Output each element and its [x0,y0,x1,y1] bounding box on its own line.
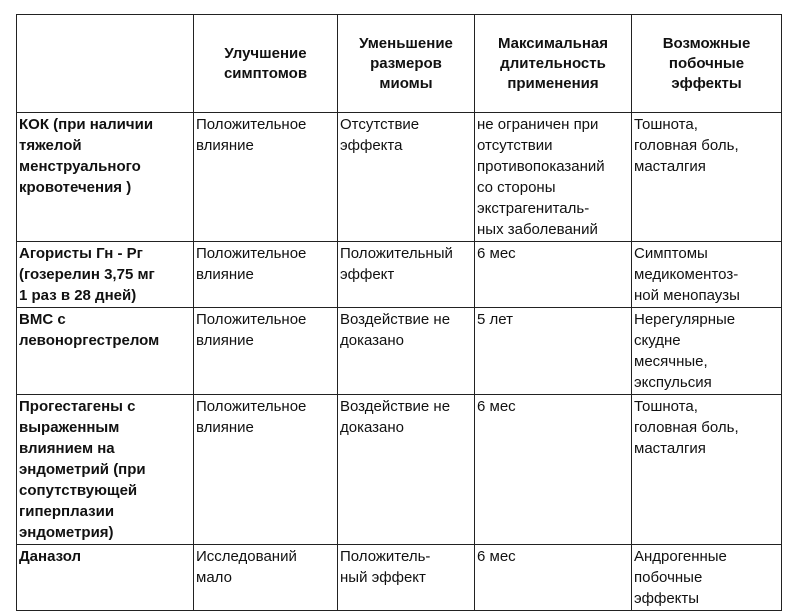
duration-cell: не ограничен при отсутствии противопоказаний со стороны экстрагениталь- ных заболеваний [475,113,632,242]
size-cell: Отсутствие эффекта [338,113,475,242]
header-side-effects: Возможные побочные эффекты [632,15,782,113]
symptoms-cell: Исследований мало [194,545,338,611]
table-row [17,545,782,611]
side-effects-cell: Симптомы медикоментоз- ной менопаузы [632,242,782,308]
treatment-comparison-table [16,14,782,611]
table-row [17,242,782,308]
drug-cell: Прогестагены с выраженным влиянием на эндометрий (при сопутствующей гиперплазии эндометрия) [17,395,194,545]
side-effects-cell: Андрогенные побочные эффекты [632,545,782,611]
duration-cell: 6 мес [475,242,632,308]
symptoms-cell: Положительное влияние [194,113,338,242]
size-cell: Положительный эффект [338,242,475,308]
side-effects-cell: Нерегулярные скудне месячные, экспульсия [632,308,782,395]
side-effects-cell: Тошнота, головная боль, масталгия [632,395,782,545]
side-effects-cell: Тошнота, головная боль, масталгия [632,113,782,242]
table-row [17,113,782,242]
header-max-duration: Максимальная длительность применения [475,15,632,113]
header-empty [17,15,194,113]
drug-cell: Даназол [17,545,194,611]
duration-cell: 6 мес [475,545,632,611]
drug-cell: КОК (при наличии тяжелой менструального кровотечения ) [17,113,194,242]
symptoms-cell: Положительное влияние [194,395,338,545]
header-fibroid-size-reduction: Уменьшение размеров миомы [338,15,475,113]
size-cell: Воздействие не доказано [338,308,475,395]
duration-cell: 5 лет [475,308,632,395]
header-symptom-improvement: Улучшение симптомов [194,15,338,113]
symptoms-cell: Положительное влияние [194,308,338,395]
header-row [17,15,782,113]
size-cell: Воздействие не доказано [338,395,475,545]
drug-cell: Агористы Гн - Рг (гозерелин 3,75 мг 1 раз в 28 дней) [17,242,194,308]
size-cell: Положитель- ный эффект [338,545,475,611]
table-row [17,308,782,395]
duration-cell: 6 мес [475,395,632,545]
symptoms-cell: Положительное влияние [194,242,338,308]
drug-cell: ВМС с левоноргестрелом [17,308,194,395]
table-row [17,395,782,545]
